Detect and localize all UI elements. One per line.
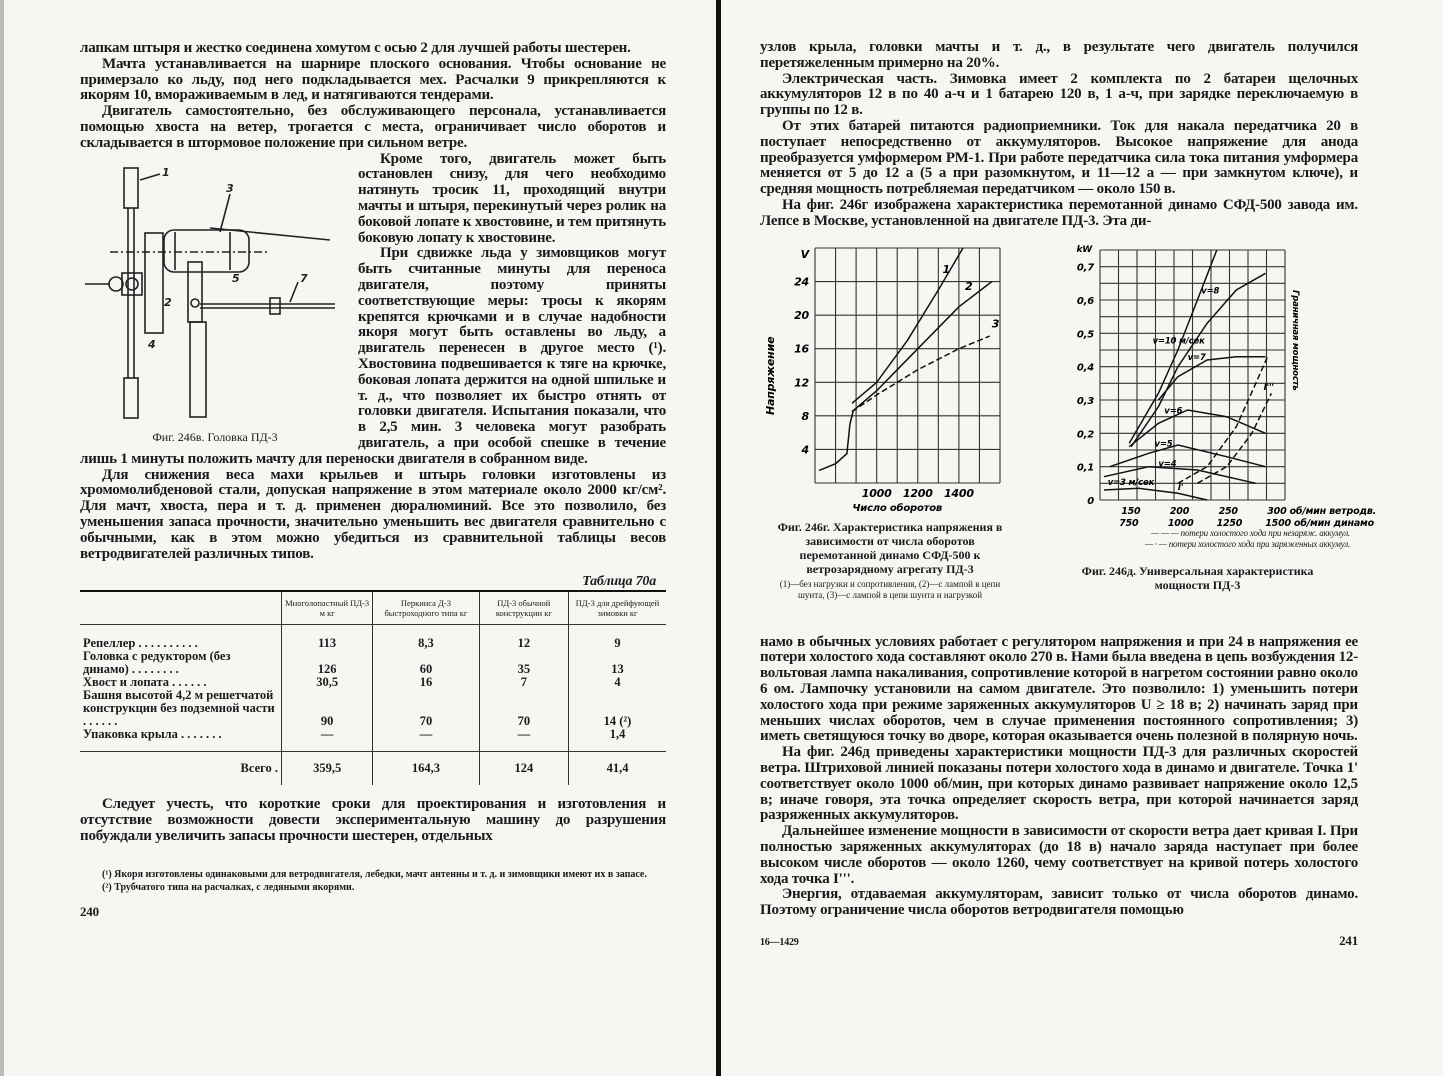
y-tick-label: 0 [1087, 495, 1094, 507]
paragraph: Дальнейшее изменение мощности в зависимости от скорости ветра дает кривая I. При полностью заряженных аккумуляторах (до 18 в) начало заряда наступает при более высоком числе оборотов — около 1260, чему соответствует на кривой потерь холостого хода точка I'''. [760, 823, 1358, 887]
paragraph: Двигатель самостоятельно, без обслуживающего персонала, устанавливается помощью хвоста на ветер, трогается с места, ограничивает число оборотов и складывается в штормовое положение при сильном ветре. [80, 103, 666, 151]
x-tick-label-wind: 250 [1218, 505, 1238, 517]
y-tick-label: 0,6 [1076, 295, 1094, 307]
paragraph: Электрическая часть. Зимовка имеет 2 комплекта по 2 батареи щелочных аккумуляторов 12 в по 40 а-ч и 1 батарею 120 в, 1 а-ч, при зарядке переключаемую в группы по 12 в. [760, 70, 1358, 119]
series-label: v=8 [1201, 285, 1220, 296]
page-number-left: 240 [80, 904, 99, 920]
figure-label: 2 [164, 295, 172, 309]
y-tick-label: 0,5 [1076, 328, 1094, 340]
series-label: v=4 [1158, 459, 1177, 470]
y-tick-label: 0,4 [1076, 362, 1094, 374]
row-label: Упаковка крыла . . . . . . . [83, 727, 222, 742]
figure-246v [80, 158, 350, 444]
legend-entry: — · — потери холостого хода при заряженных аккумул. [1144, 538, 1350, 549]
figure-label: 4 [148, 337, 156, 351]
table-cell: 13 [569, 650, 667, 676]
signature-mark: 16—1429 [760, 936, 799, 948]
figure-246g-text [770, 520, 1010, 601]
y-tick-label: 0,1 [1076, 462, 1094, 474]
series-label: 2 [965, 279, 973, 293]
table-total-row [80, 752, 666, 786]
paragraph-part: 2,5 мин. 3 человека могут разобрать двигатель, а при особой спешке в течение лишь 1 минуты положить мачту для переноски двигателя в собранном виде. [80, 419, 666, 467]
x-tick-label-dynamo: 750 [1119, 517, 1139, 529]
paragraph: намо в обычных условиях работает с регулятором напряжения и при 24 в напряжения ее потери холостого хода составляют около 270 в. Нами была введена в цепь возбуждения 12-вольтовая лампа накаливания, сопротивление которой в нагретом состоянии равно около 6 ом. Лампочку установили на самом двигателе. Это позволило: 1) уменьшить потери холостого хода при режиме заряженных аккумуляторов U ≥ 18 в; 2) начинать заряд при меньших числах оборотов, чем в случае применения постоянного сопротивления; 3) иметь светящуюся точку во дворе, которая оказывается очень полезной в полярную ночь. [760, 633, 1358, 745]
y-tick-label: 0,3 [1076, 395, 1094, 407]
x-axis-label: Число оборотов [852, 502, 943, 514]
table-cell: 9 [569, 625, 667, 651]
row-label: Репеллер . . . . . . . . . . [83, 636, 198, 651]
right-page-footer [760, 933, 1358, 951]
figure-246g-chart [760, 240, 1010, 515]
legend-entry: — — — потери холостого хода при незаряж. аккумул. [1151, 527, 1350, 538]
paragraph: На фиг. 246г изображена характеристика перемотанной динамо СФД-500 завода им. Лепсе в Москве, установленной на двигателе ПД-3. Эта ди- [760, 196, 1358, 229]
table-cell: 7 [479, 676, 568, 689]
paragraph: Кроме того, двигатель может быть остановлен снизу, для чего необходимо натянуть тросик 11, проходящий внутри мачты и штыря, перекинутый через ролик на боковой лопате к хвостовине, и тем притянуть боковую лопату к хвостовине. [358, 150, 666, 246]
figure-label: 1 [162, 165, 170, 179]
table-cell: — [373, 728, 479, 752]
table-header-row [80, 591, 666, 625]
table-cell: 14 (²) [569, 689, 667, 728]
table-cell: 113 [282, 625, 373, 651]
footnote: (¹) Якоря изготовлены одинаковыми для ветродвигателя, лебедки, мачт антенны и т. д. и зимовщики имеют их в запасе. [102, 869, 647, 881]
paragraph: От этих батарей питаются радиоприемники. Ток для накала передатчика 20 в поступает непосредственно от аккумуляторов. Высокое напряжение для анода преобразуется умформером РМ-1. При работе передатчика сила тока питания умформера меняется от 5 до 12 а (5 а при разомкнутом, и 11—12 а — при замкнутом ключе), и средняя мощность потребляемая передатчиком — около 150 в. [760, 117, 1358, 198]
series-label: 3 [991, 317, 1000, 331]
table-cell: 70 [373, 689, 479, 728]
series-line-4 [1110, 445, 1266, 470]
column-header: ПД-3 обычной конструкции кг [479, 591, 568, 625]
figure-label: 7 [300, 271, 308, 285]
figure-label: 5 [232, 271, 240, 285]
paragraph: Энергия, отдаваемая аккумуляторам, зависит только от числа оборотов динамо. Поэтому ограничение числа оборотов ветродвигателя помощью [760, 886, 1358, 919]
table-cell: 124 [479, 752, 568, 786]
book-gutter [716, 0, 721, 1076]
y-tick-label: 20 [794, 308, 809, 322]
y-tick-label: 8 [801, 409, 809, 423]
row-label: Головка с редуктором (без динамо) . . . . . . . . [83, 649, 231, 677]
paragraph: Для снижения веса махи крыльев и штырь головки изготовлены из хромомолибденовой стали, допуская напряжение в этом материале около 2000 кг/см². Для мачт, хвоста, пера и т. д. применен дюралюминий. Все это позволило, без уменьшения запаса прочности, значительно уменьшить вес двигателя сравнительно с обычными, как в этом можно убедиться из сравнительной таблицы весов ветродвигателей различных типов. [80, 466, 666, 562]
column-header: ПД-3 для дрейфующей зимовки кг [569, 591, 667, 625]
y-tick-label: 0,2 [1076, 428, 1094, 440]
table-cell: 8,3 [373, 625, 479, 651]
series-line-2 [852, 336, 990, 412]
table-cell: 16 [373, 676, 479, 689]
x-tick-label-wind: 300 об/мин ветродв. [1267, 505, 1377, 517]
table-cell: 12 [479, 625, 568, 651]
figure-246d-text [1060, 528, 1350, 592]
table-cell: 126 [282, 650, 373, 676]
series-label: v=3 м/сек [1107, 477, 1155, 488]
series-label: 1 [942, 262, 950, 276]
y-axis-label: Напряжение [764, 336, 777, 415]
table-cell: 90 [282, 689, 373, 728]
table-cell: 60 [373, 650, 479, 676]
figure-246v-caption: Фиг. 246в. Головка ПД-3 [152, 429, 278, 444]
y-tick-label: 12 [794, 375, 809, 389]
column-header: Многолопастный ПД-3 м кг [282, 591, 373, 625]
figure-246d-caption: Фиг. 246д. Универсальная характеристика мощности ПД-3 [1081, 563, 1314, 592]
y-tick-label: 24 [794, 275, 809, 289]
y-tick-label: 16 [794, 342, 809, 356]
x-tick-label-dynamo: 1000 [1167, 517, 1194, 529]
footnotes [80, 868, 666, 894]
paragraph: узлов крыла, головки мачты и т. д., в результате чего двигатель получился перетяжеленным примерно на 20%. [760, 39, 1358, 71]
paragraph: Мачта устанавливается на шарнире плоского основания. Чтобы основание не примерзало ко льду, под него подкладывается мех. Расчалки 9 прикрепляются к якорям 10, вмораживаемым в лед, и натягиваются тендерами. [80, 55, 666, 104]
x-tick-label-dynamo: 1250 [1216, 517, 1243, 529]
left-page-footer [80, 904, 666, 920]
x-tick-label-wind: 150 [1121, 505, 1141, 517]
table-cell: 30,5 [282, 676, 373, 689]
row-label: Всего . [80, 752, 282, 786]
table-cell: 359,5 [282, 752, 373, 786]
row-label: Хвост и лопата . . . . . . [83, 675, 207, 690]
series-label: v=5 [1154, 439, 1173, 450]
series-line-1 [852, 281, 992, 411]
x-tick-label: 1200 [902, 486, 933, 500]
row-label: Башня высотой 4,2 м решетчатой конструкции без подземной части . . . . . . [83, 688, 275, 729]
table-cell: 41,4 [569, 752, 667, 786]
series-label: v=6 [1164, 405, 1183, 416]
series-label: v=10 м/сек [1152, 335, 1205, 346]
x-tick-label: 1000 [861, 486, 892, 500]
paragraph: лапкам штыря и жестко соединена хомутом с осью 2 для лучшей работы шестерен. [80, 40, 631, 56]
figures-row [760, 240, 1377, 635]
y-tick-label: 4 [801, 442, 809, 456]
table-cell: — [282, 728, 373, 752]
table-cell: — [479, 728, 568, 752]
table-cell: 1,4 [569, 728, 667, 752]
y-unit-label: kW [1076, 244, 1092, 255]
paragraph: На фиг. 246д приведены характеристики мощности ПД-3 для различных скоростей ветра. Штриховой линией показаны потери холостого хода в динамо и двигателе. Точка 1' соответствует около 1000 об/мин, при которых динамо развивает напряжение около 12,5 в; иначе говоря, эта точка определяет скорость ветра, при которой начинается заряд разряженных аккумуляторов. [760, 744, 1358, 824]
footnote: (²) Трубчатого типа на расчалках, с ледяными якорями. [102, 882, 355, 894]
x-tick-label-wind: 200 [1169, 505, 1190, 517]
y-tick-label: 0,7 [1076, 262, 1094, 274]
left-page [80, 41, 666, 920]
table-cell: 164,3 [373, 752, 479, 786]
x-tick-label: 1400 [943, 486, 974, 500]
column-header: Перкинса Д-3 быстроходного типа кг [373, 591, 479, 625]
figure-246g-caption: Фиг. 246г. Характеристика напряжения в зависимости от числа оборотов перемотанной динамо СФД-500 к ветрозарядному агрегату ПД-3 [777, 519, 1003, 576]
figure-label: 3 [226, 181, 234, 195]
page-number-right: 241 [1339, 932, 1358, 948]
figure-246d-chart [1065, 240, 1377, 530]
table-cell: 70 [479, 689, 568, 728]
figure-246g-note: (1)—без нагрузки и сопротивления, (2)—с лампой в цепи шунта, (3)—с лампой в цепи шунта и нагрузкой [779, 578, 1001, 600]
right-page [760, 39, 1377, 951]
paragraph: Следует учесть, что короткие сроки для проектирования и изготовления и отсутствие возможности довести экспериментальную машину до разрушения побуждали увеличить запасы прочности шестерен, отдельных [80, 796, 666, 844]
figure-246d-legend [1060, 528, 1350, 550]
figure-246v-drawing [80, 158, 350, 428]
table-cell: 35 [479, 650, 568, 676]
table-cell: 4 [569, 676, 667, 689]
page-edge [0, 0, 4, 1076]
series-label: v=7 [1187, 352, 1206, 363]
side-label: Граничная мощность [1290, 289, 1300, 391]
x-tick-label-dynamo: 1500 об/мин динамо [1265, 517, 1374, 529]
series-line-8 [1197, 393, 1271, 483]
y-unit-label: V [800, 247, 809, 261]
series-label: I''' [1263, 382, 1274, 393]
paragraph-part: При сдвижке льда у зимовщиков могут быть считанные минуты для переноса двигателя, поэтому приняты соответствующие меры: тросы к якорям крепятся крючками и в случае надобности якоря могут быть оставлены во льду, а двигатель перенесен в другое место (¹). Хвостовина подвешивается к тяге на крючке, боковая лопата держится на одной шпильке и т. д., что позволяет их быстро отнять от головки двигателя. Испытания показали, что в [358, 245, 666, 436]
table-caption: Таблица 70а [582, 574, 656, 590]
weights-table [80, 590, 666, 785]
series-label: I' [1177, 482, 1184, 493]
